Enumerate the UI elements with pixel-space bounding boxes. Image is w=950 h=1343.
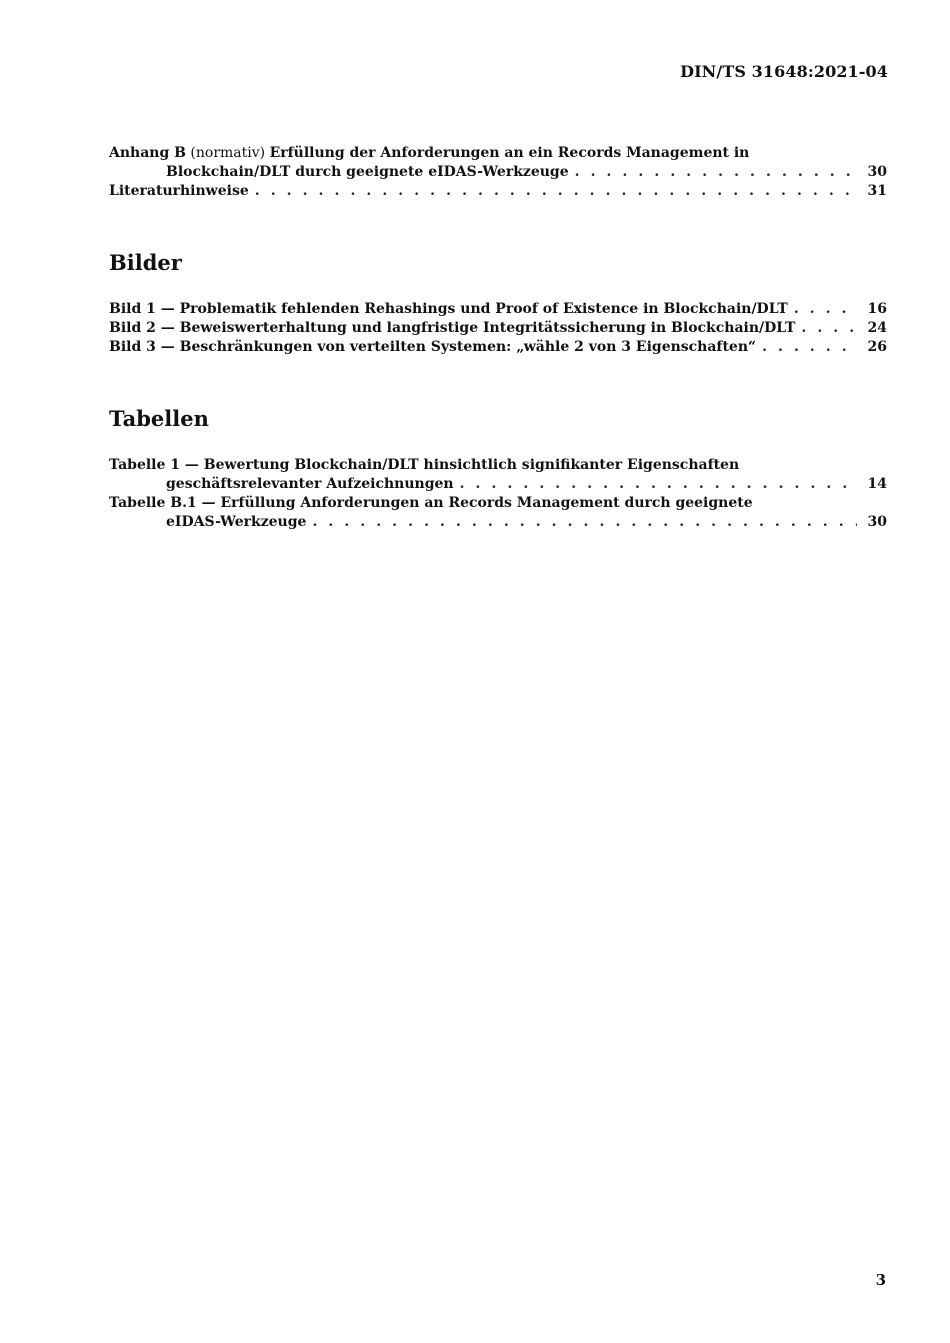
document-id: DIN/TS 31648:2021-04: [680, 62, 888, 81]
toc-page-number: 16: [867, 301, 887, 317]
section-heading-figures: Bilder: [109, 250, 182, 275]
dot-leader: [255, 182, 857, 201]
toc-entry-title-line1: Tabelle B.1 — Erfüllung Anforderungen an Records Management durch geeignete: [109, 495, 753, 511]
toc-entry-title: Bild 1 — Problematik fehlenden Rehashings und Proof of Existence in Blockchain/DLT: [109, 301, 788, 317]
toc-page-number: 30: [867, 514, 887, 530]
toc-entry-title: Literaturhinweise: [109, 183, 249, 199]
toc-entry-figure[interactable]: [109, 300, 887, 319]
dot-leader: [575, 163, 857, 182]
toc-page-number: 26: [867, 339, 887, 355]
toc-entry-table[interactable]: [109, 494, 887, 532]
toc-entry-title-line1: Erfüllung der Anforderungen an ein Records Management in: [269, 145, 750, 161]
tables-list: [109, 456, 887, 532]
figures-list: [109, 300, 887, 357]
toc-entry-figure[interactable]: [109, 338, 887, 357]
dot-leader: [801, 319, 857, 338]
toc-entry-title-line1: Tabelle 1 — Bewertung Blockchain/DLT hinsichtlich signifikanter Eigenschaften: [109, 457, 740, 473]
toc-page-number: 24: [867, 320, 887, 336]
dot-leader: [762, 338, 857, 357]
dot-leader: [460, 475, 857, 494]
toc-entry-anhang-b[interactable]: [109, 144, 887, 182]
toc-entry-literaturhinweise[interactable]: [109, 182, 887, 201]
toc-entry-table[interactable]: [109, 456, 887, 494]
toc-content: [109, 144, 887, 532]
page-number: 3: [875, 1271, 886, 1289]
toc-entry-title-line2: eIDAS-Werkzeuge: [166, 514, 307, 530]
toc-entry-qualifier: (normativ): [190, 145, 266, 161]
toc-page-number: 14: [867, 476, 887, 492]
toc-entry-prefix: Anhang B: [109, 145, 186, 161]
tables-section: [109, 406, 887, 532]
toc-page-number: 31: [867, 183, 887, 199]
figures-section: [109, 250, 887, 357]
toc-entry-title: Bild 2 — Beweiswerterhaltung und langfristige Integritätssicherung in Blockchain/DLT: [109, 320, 796, 336]
toc-entry-title-line2: geschäftsrelevanter Aufzeichnungen: [166, 476, 454, 492]
toc-entry-title-line2: Blockchain/DLT durch geeignete eIDAS-Werkzeuge: [166, 164, 569, 180]
toc-entry-title: Bild 3 — Beschränkungen von verteilten Systemen: „wähle 2 von 3 Eigenschaften“: [109, 339, 757, 355]
dot-leader: [794, 300, 857, 319]
section-heading-tables: Tabellen: [109, 406, 209, 431]
dot-leader: [312, 513, 857, 532]
toc-entry-figure[interactable]: [109, 319, 887, 338]
toc-page-number: 30: [867, 164, 887, 180]
